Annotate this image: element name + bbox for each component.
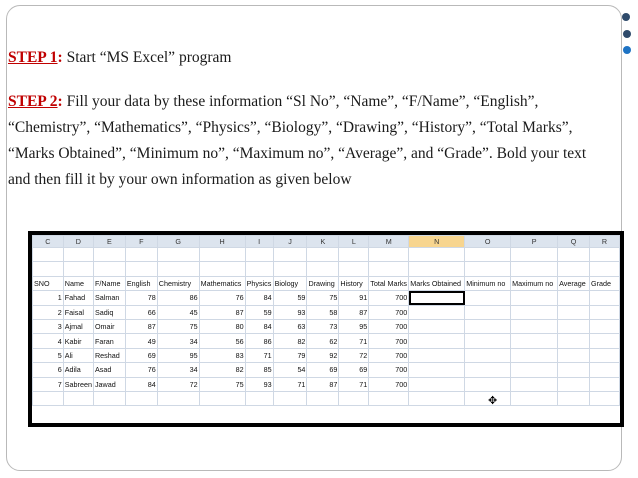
cell[interactable] <box>590 334 620 348</box>
cell[interactable]: 86 <box>245 334 273 348</box>
cell[interactable]: 92 <box>307 348 339 362</box>
cell[interactable] <box>465 377 511 391</box>
cell[interactable] <box>157 248 199 262</box>
cell[interactable] <box>511 334 558 348</box>
cell[interactable] <box>409 248 465 262</box>
cell[interactable]: 59 <box>245 305 273 319</box>
cell[interactable] <box>273 262 307 276</box>
cell[interactable]: 82 <box>199 363 245 377</box>
cell[interactable]: 6 <box>33 363 64 377</box>
cell[interactable]: 49 <box>125 334 157 348</box>
cell[interactable]: 700 <box>369 319 409 333</box>
cell[interactable]: Asad <box>93 363 125 377</box>
cell[interactable] <box>558 391 590 405</box>
decor-dot-1 <box>622 13 630 21</box>
header-cell[interactable]: Minimum no <box>465 276 511 290</box>
cell[interactable]: Kabir <box>63 334 93 348</box>
column-header-p[interactable]: P <box>511 236 558 248</box>
cell[interactable] <box>409 377 465 391</box>
header-cell[interactable]: Maximum no <box>511 276 558 290</box>
cell[interactable]: 87 <box>307 377 339 391</box>
cell[interactable] <box>245 391 273 405</box>
cell[interactable]: 86 <box>157 291 199 305</box>
header-cell[interactable]: Biology <box>273 276 307 290</box>
cell[interactable]: 63 <box>273 319 307 333</box>
column-header-d[interactable]: D <box>63 236 93 248</box>
cell[interactable]: 76 <box>125 363 157 377</box>
cell[interactable] <box>511 319 558 333</box>
cell[interactable]: 80 <box>199 319 245 333</box>
cell[interactable] <box>409 262 465 276</box>
header-cell[interactable]: Mathematics <box>199 276 245 290</box>
cell[interactable]: 72 <box>339 348 369 362</box>
cell[interactable] <box>590 291 620 305</box>
cell[interactable] <box>307 248 339 262</box>
cell[interactable] <box>465 248 511 262</box>
cell[interactable] <box>465 319 511 333</box>
cell[interactable] <box>93 248 125 262</box>
cell[interactable] <box>409 305 465 319</box>
cell[interactable] <box>307 262 339 276</box>
cell[interactable]: 87 <box>339 305 369 319</box>
cell[interactable]: 56 <box>199 334 245 348</box>
cell[interactable]: Ali <box>63 348 93 362</box>
cell[interactable] <box>369 248 409 262</box>
cell[interactable]: 34 <box>157 334 199 348</box>
header-cell[interactable]: English <box>125 276 157 290</box>
column-header-e[interactable]: E <box>93 236 125 248</box>
cell[interactable]: 75 <box>157 319 199 333</box>
cell[interactable]: 72 <box>157 377 199 391</box>
cell[interactable] <box>590 348 620 362</box>
cell[interactable] <box>33 262 64 276</box>
cell[interactable]: 71 <box>339 377 369 391</box>
cell[interactable] <box>245 248 273 262</box>
decor-dot-2 <box>623 30 631 38</box>
cell[interactable] <box>125 262 157 276</box>
column-header-l[interactable]: L <box>339 236 369 248</box>
empty-row <box>33 262 620 276</box>
cell[interactable] <box>558 305 590 319</box>
column-header-r[interactable]: R <box>590 236 620 248</box>
table-row <box>33 363 620 377</box>
step-2 <box>8 89 608 193</box>
cell[interactable] <box>409 348 465 362</box>
cell[interactable]: 700 <box>369 377 409 391</box>
cell[interactable] <box>465 348 511 362</box>
cell[interactable] <box>409 363 465 377</box>
cell[interactable]: 4 <box>33 334 64 348</box>
cell[interactable] <box>511 377 558 391</box>
cell[interactable]: 1 <box>33 291 64 305</box>
column-header-j[interactable]: J <box>273 236 307 248</box>
cell[interactable]: 82 <box>273 334 307 348</box>
cell[interactable]: 66 <box>125 305 157 319</box>
cell[interactable]: 84 <box>125 377 157 391</box>
cell[interactable] <box>511 291 558 305</box>
table-row <box>33 334 620 348</box>
cell[interactable] <box>33 391 64 405</box>
move-cursor-icon: ✥ <box>488 395 498 407</box>
header-cell[interactable]: Marks Obtained <box>409 276 465 290</box>
cell[interactable] <box>511 391 558 405</box>
table-row <box>33 319 620 333</box>
cell[interactable]: 62 <box>307 334 339 348</box>
cell[interactable] <box>590 305 620 319</box>
cell[interactable] <box>93 262 125 276</box>
cell[interactable] <box>465 291 511 305</box>
table-row <box>33 305 620 319</box>
header-cell[interactable]: Name <box>63 276 93 290</box>
cell[interactable]: 3 <box>33 319 64 333</box>
cell[interactable] <box>511 248 558 262</box>
cell[interactable]: 75 <box>199 377 245 391</box>
cell[interactable] <box>199 391 245 405</box>
cell[interactable]: 83 <box>199 348 245 362</box>
instructions <box>8 45 608 193</box>
cell[interactable]: 91 <box>339 291 369 305</box>
cell[interactable]: 75 <box>307 291 339 305</box>
header-cell[interactable]: Average <box>558 276 590 290</box>
cell[interactable] <box>63 248 93 262</box>
cell[interactable]: 93 <box>273 305 307 319</box>
cell[interactable]: 69 <box>125 348 157 362</box>
cell[interactable]: Salman <box>93 291 125 305</box>
cell[interactable] <box>590 377 620 391</box>
column-header-c[interactable]: C <box>33 236 64 248</box>
cell[interactable]: Fahad <box>63 291 93 305</box>
cell[interactable] <box>590 391 620 405</box>
cell[interactable] <box>199 248 245 262</box>
cell[interactable]: Reshad <box>93 348 125 362</box>
step-2-label: STEP 2 <box>8 93 58 110</box>
cell[interactable] <box>558 248 590 262</box>
column-header-h[interactable]: H <box>199 236 245 248</box>
column-header-q[interactable]: Q <box>558 236 590 248</box>
header-cell[interactable]: History <box>339 276 369 290</box>
cell[interactable] <box>125 248 157 262</box>
header-cell[interactable]: Chemistry <box>157 276 199 290</box>
cell[interactable]: 700 <box>369 305 409 319</box>
cell[interactable] <box>590 248 620 262</box>
cell[interactable]: 59 <box>273 291 307 305</box>
step-1 <box>8 45 608 71</box>
cell[interactable]: 71 <box>273 377 307 391</box>
cell[interactable]: 84 <box>245 319 273 333</box>
header-cell[interactable]: Total Marks <box>369 276 409 290</box>
cell[interactable] <box>369 391 409 405</box>
table-row <box>33 377 620 391</box>
cell[interactable]: Sadiq <box>93 305 125 319</box>
cell[interactable]: 54 <box>273 363 307 377</box>
column-header-m[interactable]: M <box>369 236 409 248</box>
cell[interactable] <box>409 291 465 305</box>
cell[interactable] <box>63 391 93 405</box>
cell[interactable] <box>511 348 558 362</box>
cell[interactable]: 84 <box>245 291 273 305</box>
cell[interactable] <box>465 334 511 348</box>
cell[interactable] <box>409 334 465 348</box>
cell[interactable]: 7 <box>33 377 64 391</box>
cell[interactable] <box>157 391 199 405</box>
header-cell[interactable]: Drawing <box>307 276 339 290</box>
cell[interactable]: 58 <box>307 305 339 319</box>
cell[interactable]: 71 <box>245 348 273 362</box>
cell[interactable]: 87 <box>199 305 245 319</box>
cell[interactable] <box>63 262 93 276</box>
cell[interactable] <box>273 248 307 262</box>
column-header-k[interactable]: K <box>307 236 339 248</box>
header-cell[interactable]: F/Name <box>93 276 125 290</box>
cell[interactable] <box>157 262 199 276</box>
cell[interactable]: 700 <box>369 334 409 348</box>
cell[interactable] <box>590 262 620 276</box>
cell[interactable] <box>307 391 339 405</box>
cell[interactable] <box>465 363 511 377</box>
table-row <box>33 291 620 305</box>
cell[interactable] <box>558 348 590 362</box>
cell[interactable]: Omair <box>93 319 125 333</box>
column-header-f[interactable]: F <box>125 236 157 248</box>
cell[interactable]: 45 <box>157 305 199 319</box>
spreadsheet-screenshot <box>28 231 624 427</box>
cell[interactable]: 85 <box>245 363 273 377</box>
cell[interactable]: 700 <box>369 291 409 305</box>
cell[interactable]: 73 <box>307 319 339 333</box>
step-1-label: STEP 1 <box>8 49 58 66</box>
cell[interactable]: 5 <box>33 348 64 362</box>
cell[interactable]: 78 <box>125 291 157 305</box>
step-2-text: Fill your data by these information “Sl No”, “Name”, “F/Name”, “English”, “Chemistry”, “Mathematics”, “Physics”, “Biology”, “Drawing”, “History”, “Total Marks”, “Marks Obtained”, “Minimum no”, “Maximum no”, “Average”, and “Grade”. Bold your text and then fill it by your own information as given below <box>8 93 587 188</box>
cell[interactable]: 69 <box>307 363 339 377</box>
header-cell[interactable]: SNO <box>33 276 64 290</box>
cell[interactable] <box>369 262 409 276</box>
step-1-colon: : <box>57 49 63 66</box>
header-cell[interactable]: Physics <box>245 276 273 290</box>
column-header-n[interactable]: N <box>409 236 465 248</box>
cell[interactable]: 79 <box>273 348 307 362</box>
cell[interactable] <box>558 291 590 305</box>
cell[interactable]: 34 <box>157 363 199 377</box>
empty-row <box>33 248 620 262</box>
header-cell[interactable]: Grade <box>590 276 620 290</box>
cell[interactable] <box>558 319 590 333</box>
step-2-colon: : <box>57 93 63 110</box>
column-header-o[interactable]: O <box>465 236 511 248</box>
decor-dot-3 <box>623 46 631 54</box>
empty-row <box>33 391 620 405</box>
spreadsheet-table <box>32 235 620 406</box>
cell[interactable] <box>511 363 558 377</box>
cell[interactable] <box>273 391 307 405</box>
table-row <box>33 348 620 362</box>
cell[interactable] <box>33 248 64 262</box>
step-1-text: Start “MS Excel” program <box>62 49 232 66</box>
cell[interactable]: 95 <box>157 348 199 362</box>
cell[interactable] <box>558 377 590 391</box>
cell[interactable] <box>465 305 511 319</box>
cell[interactable]: 700 <box>369 363 409 377</box>
cell[interactable] <box>558 262 590 276</box>
cell[interactable]: 76 <box>199 291 245 305</box>
cell[interactable]: 71 <box>339 334 369 348</box>
cell[interactable] <box>125 391 157 405</box>
cell[interactable]: Ajmal <box>63 319 93 333</box>
cell[interactable] <box>590 363 620 377</box>
cell[interactable]: 69 <box>339 363 369 377</box>
cell[interactable] <box>511 305 558 319</box>
cell[interactable]: Sabreen <box>63 377 93 391</box>
cell[interactable] <box>339 262 369 276</box>
cell[interactable]: Jawad <box>93 377 125 391</box>
spreadsheet-grid <box>32 235 620 423</box>
field-header-row <box>33 276 620 290</box>
cell[interactable] <box>409 319 465 333</box>
column-header-g[interactable]: G <box>157 236 199 248</box>
cell[interactable] <box>199 262 245 276</box>
cell[interactable] <box>558 334 590 348</box>
column-header-i[interactable]: I <box>245 236 273 248</box>
cell[interactable] <box>93 391 125 405</box>
cell[interactable]: Faran <box>93 334 125 348</box>
cell[interactable]: 87 <box>125 319 157 333</box>
cell[interactable]: Faisal <box>63 305 93 319</box>
cell[interactable] <box>465 262 511 276</box>
cell[interactable] <box>339 391 369 405</box>
cell[interactable]: Adila <box>63 363 93 377</box>
cell[interactable] <box>339 248 369 262</box>
cell[interactable] <box>511 262 558 276</box>
cell[interactable]: 700 <box>369 348 409 362</box>
column-header-row <box>33 236 620 248</box>
cell[interactable]: 2 <box>33 305 64 319</box>
cell[interactable] <box>590 319 620 333</box>
cell[interactable] <box>245 262 273 276</box>
cell[interactable]: 95 <box>339 319 369 333</box>
cell[interactable] <box>409 391 465 405</box>
cell[interactable]: 93 <box>245 377 273 391</box>
cell[interactable] <box>558 363 590 377</box>
